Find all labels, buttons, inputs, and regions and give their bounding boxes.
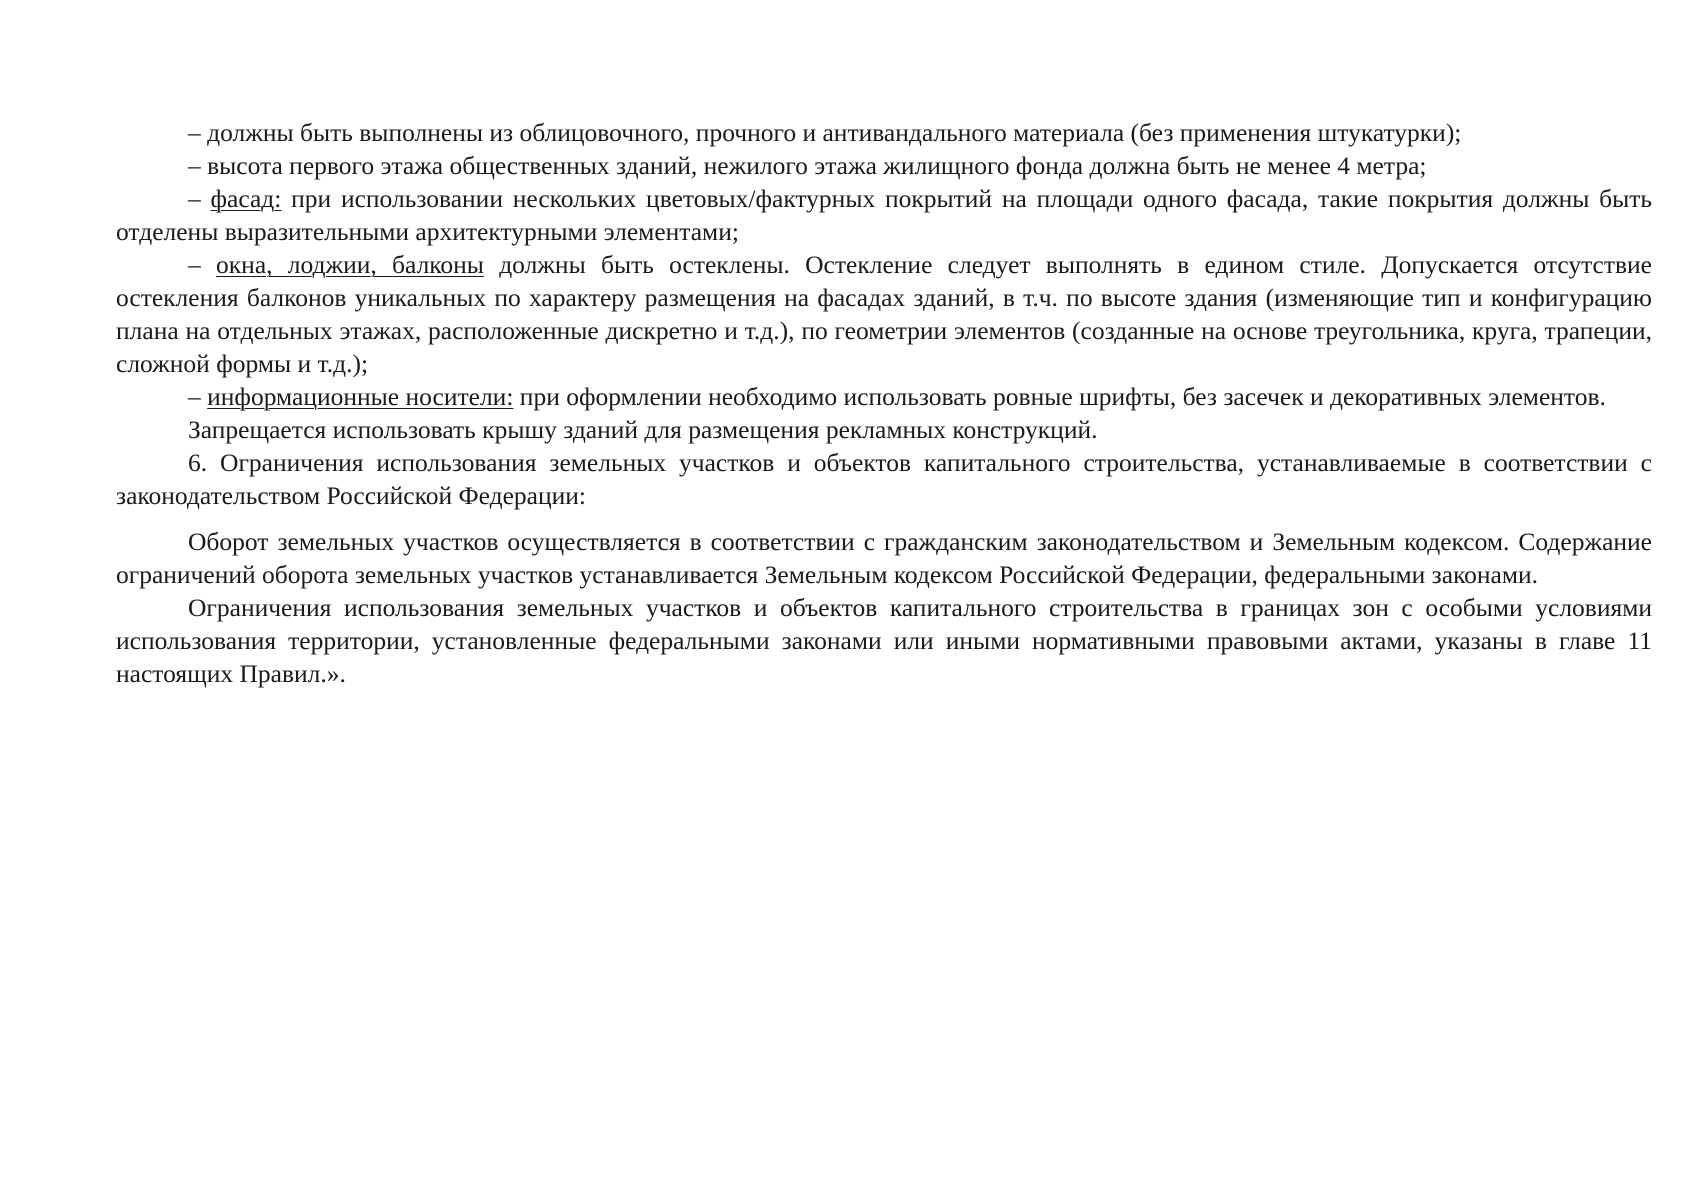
paragraph-text: 6. Ограничения использования земельных участков и объектов капитального строительства, устанавливаемые в соответствии с законодательством Российской Федерации:	[116, 448, 1652, 510]
paragraph-text: Оборот земельных участков осуществляется в соответствии с гражданским законодательством и Земельным кодексом. Содержание ограничений оборота земельных участков устанавливается Земельным кодексом Российской Федерации, федеральными законами.	[116, 527, 1652, 589]
paragraph-text: при оформлении необходимо использовать ровные шрифты, без засечек и декоративных элементов.	[513, 382, 1606, 411]
paragraph-information-carriers	[116, 380, 1652, 413]
paragraph-land-turnover	[116, 525, 1652, 591]
term-windows-balconies: окна, лоджии, балконы	[216, 250, 484, 279]
paragraph-section-6	[116, 446, 1652, 512]
document-page	[116, 116, 1652, 690]
term-facade: фасад:	[210, 184, 282, 213]
paragraph-facade	[116, 182, 1652, 248]
list-dash: –	[188, 184, 211, 213]
paragraph-text: Ограничения использования земельных участков и объектов капитального строительства в границах зон с особыми условиями использования территории, установленные федеральными законами или иными нормативными правовыми актами, указаны в главе 11 настоящих Правил.».	[116, 593, 1652, 688]
paragraph-text: при использовании нескольких цветовых/фактурных покрытий на площади одного фасада, такие покрытия должны быть отделены выразительными архитектурными элементами;	[116, 184, 1652, 246]
paragraph-text: должны быть остеклены. Остекление следует выполнять в едином стиле. Допускается отсутствие остекления балконов уникальных по характеру размещения на фасадах зданий, в т.ч. по высоте здания (изменяющие тип и конфигурацию плана на отдельных этажах, расположенные дискретно и т.д.), по геометрии элементов (созданные на основе треугольника, круга, трапеции, сложной формы и т.д.);	[116, 250, 1652, 378]
paragraph-text: – высота первого этажа общественных зданий, нежилого этажа жилищного фонда должна быть не менее 4 метра;	[188, 151, 1427, 180]
paragraph-text: Запрещается использовать крышу зданий для размещения рекламных конструкций.	[188, 415, 1098, 444]
paragraph-zone-restrictions	[116, 591, 1652, 690]
paragraph-roof-prohibition	[116, 413, 1652, 446]
term-information-carriers: информационные носители:	[207, 382, 514, 411]
paragraph-facade-material	[116, 116, 1652, 149]
list-dash: –	[188, 250, 217, 279]
paragraph-windows-balconies	[116, 248, 1652, 380]
paragraph-first-floor-height	[116, 149, 1652, 182]
paragraph-text: – должны быть выполнены из облицовочного, прочного и антивандального материала (без применения штукатурки);	[188, 118, 1462, 147]
list-dash: –	[188, 382, 208, 411]
